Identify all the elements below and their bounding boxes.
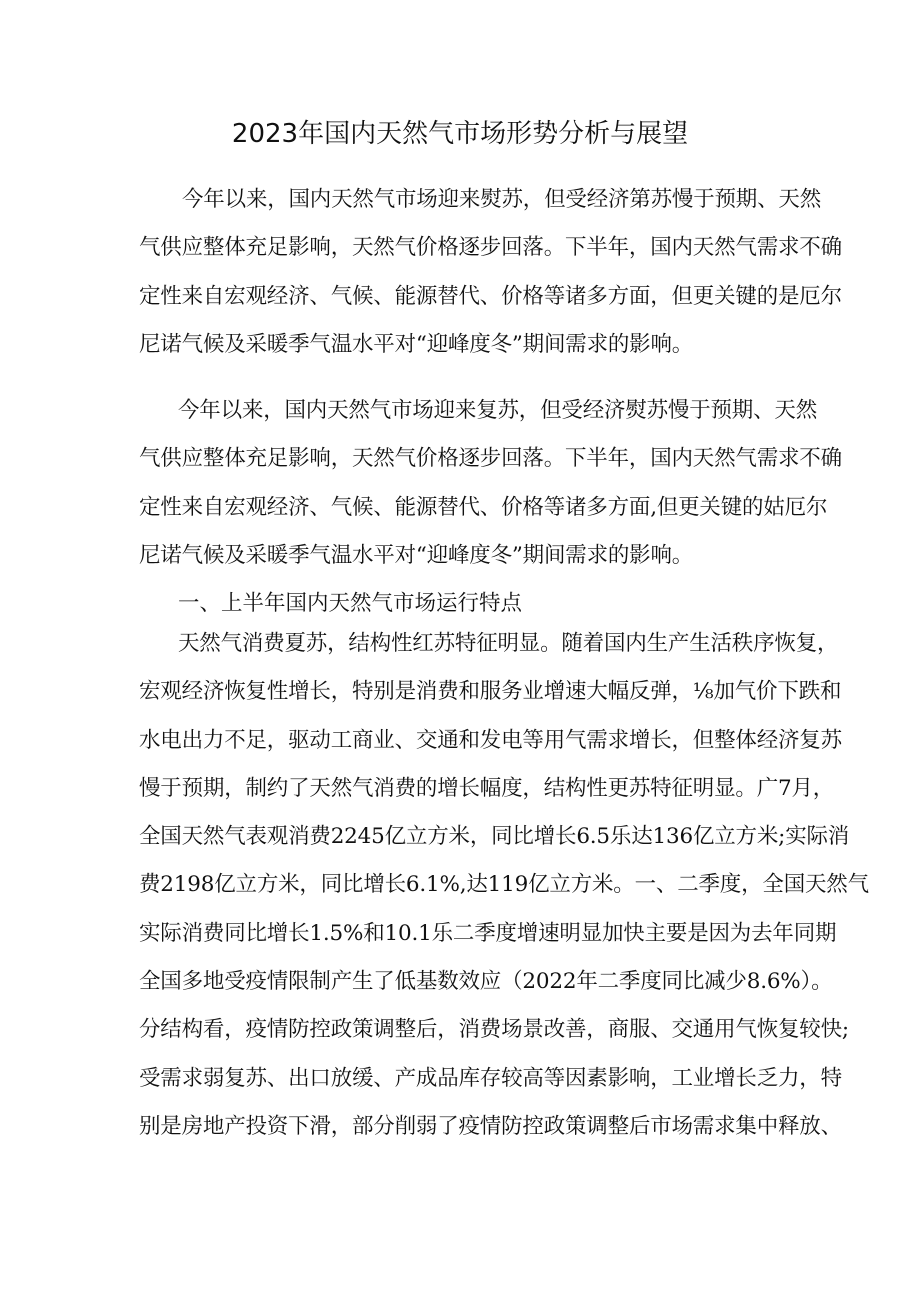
paragraph-line: 尼诺气候及采暖季气温水平对“迎峰度冬”期间需求的影响。 — [139, 331, 694, 357]
section-heading: 一、上半年国内天然气市场运行特点 — [178, 591, 523, 616]
paragraph-line: 全国天然气表观消费2245亿立方米，同比增长6.5乐达136亿立方米;实际消 — [139, 824, 850, 850]
paragraph-line: 尼诺气候及采暖季气温水平对“迎峰度冬”期间需求的影响。 — [139, 542, 694, 568]
paragraph-intro-2 — [139, 387, 842, 580]
paragraph-line: 费2198亿立方米，同比增长6.1%,达119亿立方米。一、二季度，全国天然气 — [139, 872, 869, 898]
paragraph-line: 天然气消费夏苏，结构性红苏特征明显。随着国内生产生活秩序恢复， — [178, 631, 839, 656]
paragraph-line: 今年以来，国内天然气市场迎来复苏，但受经济熨苏慢于预期、天然 — [178, 398, 818, 423]
paragraph-line: 受需求弱复苏、出口放缓、产成品库存较高等因素影响，工业增长乏力，特 — [139, 1065, 842, 1091]
paragraph-line: 定性来自宏观经济、气候、能源替代、价格等诸多方面,但更关键的姑厄尔 — [139, 494, 828, 520]
paragraph-line: 实际消费同比增长1.5%和10.1乐二季度增速明显加快主要是因为去年同期 — [139, 920, 837, 946]
paragraph-line: 分结构看，疫情防控政策调整后，消费场景改善，商服、交通用气恢复较快; — [139, 1017, 849, 1043]
paragraph-line: 气供应整体充足影响，天然气价格逐步回落。下半年，国内天然气需求不确 — [139, 235, 842, 261]
paragraph-section-1 — [139, 620, 869, 1151]
paragraph-line: 定性来自宏观经济、气候、能源替代、价格等诸多方面，但更关键的是厄尔 — [139, 283, 842, 309]
paragraph-line: 慢于预期，制约了天然气消费的增长幅度，结构性更苏特征明显。广7月， — [139, 775, 835, 801]
paragraph-line: 水电出力不足，驱动工商业、交通和发电等用气需求增长，但整体经济复苏 — [139, 727, 842, 753]
paragraph-line: 今年以来，国内天然气市场迎来熨苏，但受经济第苏慢于预期、天然 — [182, 187, 822, 212]
paragraph-line: 气供应整体充足影响，天然气价格逐步回落。下半年，国内天然气需求不确 — [139, 446, 842, 472]
document-title: 2023年国内天然气市场形势分析与展望 — [231, 119, 689, 149]
paragraph-line: 宏观经济恢复性增长，特别是消费和服务业增速大幅反弹，⅛加气价下跌和 — [139, 679, 842, 705]
paragraph-line: 全国多地受疫情限制产生了低基数效应（2022年二季度同比减少8.6%）。 — [139, 969, 833, 995]
paragraph-intro-1 — [139, 176, 842, 369]
paragraph-line: 别是房地产投资下滑，部分削弱了疫情防控政策调整后市场需求集中释放、 — [139, 1113, 842, 1139]
